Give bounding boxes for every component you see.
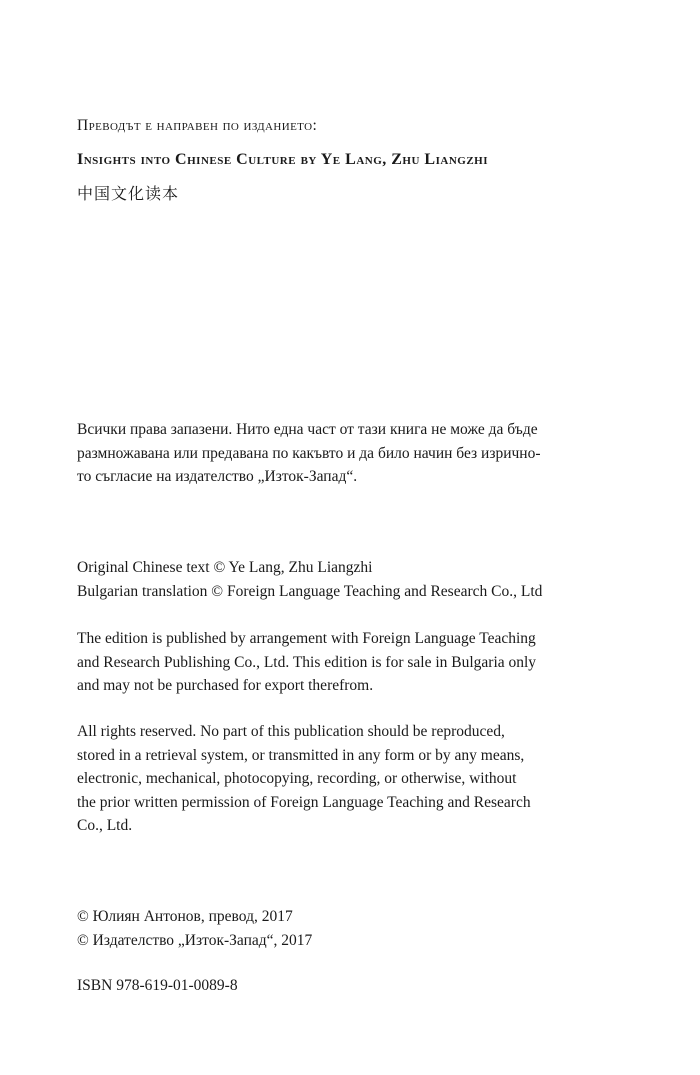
isbn-number [77, 974, 617, 998]
original-text-notice [77, 556, 617, 603]
text-line: All rights reserved. No part of this publication should be reproduced, [77, 723, 505, 740]
text-line: то съгласие на издателство „Изток-Запад“. [77, 468, 358, 485]
text-line: stored in a retrieval system, or transmitted in any form or by any means, [77, 746, 525, 764]
text-line: the prior written permission of Foreign Language Teaching and Research [77, 793, 531, 811]
source-chinese-title: 中国文化读本 [77, 184, 180, 203]
text-line: размножавана или предавана по какъвто и да било начин без изрично- [77, 444, 541, 462]
text-line: © Юлиян Антонов, превод, 2017 [77, 908, 293, 925]
text-line: © Издателство „Изток-Запад“, 2017 [77, 931, 313, 949]
text-line: Bulgarian translation © Foreign Language Teaching and Research Co., Ltd [77, 582, 543, 600]
rights-notice-bulgarian [77, 418, 617, 489]
text-line: and may not be purchased for export therefrom. [77, 677, 374, 694]
text-line: The edition is published by arrangement with Foreign Language Teaching [77, 630, 536, 647]
rights-notice-english [77, 720, 617, 838]
text-line: Всички права запазени. Нито една част от тази книга не може да бъде [77, 421, 538, 438]
copyright-bulgarian [77, 905, 617, 952]
source-title: Insights into Chinese Culture by Ye Lang, Zhu Liangzhi [77, 151, 489, 168]
text-line: electronic, mechanical, photocopying, recording, or otherwise, without [77, 770, 517, 787]
text-line: Co., Ltd. [77, 817, 133, 834]
edition-notice [77, 627, 617, 698]
text-line: Original Chinese text © Ye Lang, Zhu Liangzhi [77, 559, 373, 576]
isbn-text: ISBN 978-619-01-0089-8 [77, 977, 238, 994]
text-line: and Research Publishing Co., Ltd. This edition is for sale in Bulgaria only [77, 653, 537, 671]
source-label: Преводът е направен по изданието: [77, 117, 318, 134]
